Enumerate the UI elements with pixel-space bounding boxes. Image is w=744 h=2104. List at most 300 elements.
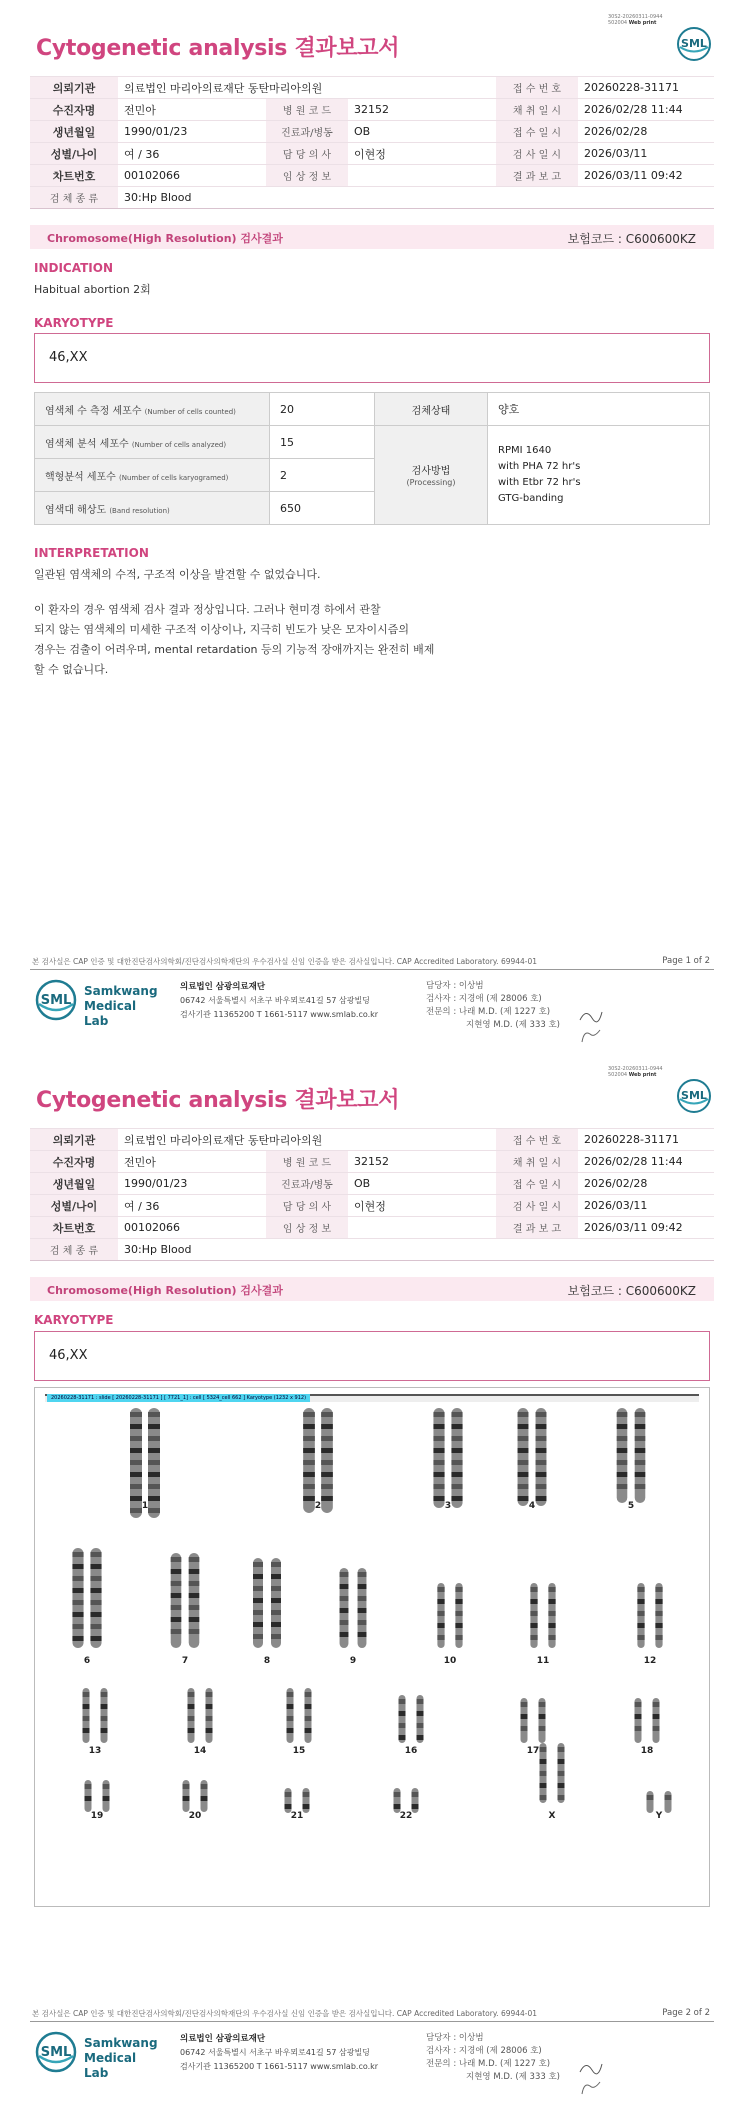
staff-list [426,980,560,1032]
chromosome [451,1408,462,1508]
chromosome-band [303,1424,315,1429]
chromosome-band [558,1795,565,1800]
chromosome-band [103,1796,110,1801]
chromosome-band [130,1484,142,1489]
chromosome-band [635,1448,646,1453]
chromosome-band [130,1472,142,1477]
chromosome-band [637,1623,644,1628]
chromosome-band [536,1424,547,1429]
chromosome-band [148,1448,160,1453]
chromosome-band [540,1771,547,1776]
label-requester: 의뢰기관 [30,1129,118,1151]
chromosome-band [148,1424,160,1429]
chromosome-band [540,1783,547,1788]
staff-name: 지경애 (제 28006 호) [458,2046,542,2056]
accreditation-note: 본 검사실은 CAP 인증 및 대한진단검사의학회/진단검사의학재단의 우수검사실 신임 인증을 받은 검사실입니다. CAP Accredited Laboratory. 69944-01 [32,957,538,966]
chromosome-band [90,1624,101,1629]
interpretation-summary: 일관된 염색체의 수적, 구조적 이상을 발견할 수 없었습니다. [34,568,321,581]
value-requester: 의료법인 마리아의료재단 동탄마리아의원 [118,77,496,99]
chromosome-band [72,1600,83,1605]
chromosome-band [171,1629,182,1634]
chromosome-band [183,1796,190,1801]
chromosome-band [433,1436,444,1441]
chromosome-band [417,1711,424,1716]
label-hospital-code: 병 원 코 드 [266,1151,348,1173]
band-resolution-label [35,492,270,525]
footer-divider [30,2021,714,2022]
logo-text: SML [40,2045,72,2060]
chromosome-number-3: 3 [444,1501,452,1511]
chromosome-band [358,1596,367,1601]
chromosome-band [655,1587,662,1592]
chromosome-band [536,1460,547,1465]
karyotype-heading: KARYOTYPE [34,316,114,330]
sml-logo [676,1078,712,1114]
label-patient-name: 수진자명 [30,99,118,121]
chromosome-pair-4 [518,1408,547,1506]
webprint-code: 30S2-20260311-0944 [608,1066,663,1072]
chromosome-band [635,1412,646,1417]
chromosome-number-17: 17 [526,1746,540,1756]
chromosome-number-15: 15 [292,1746,306,1756]
chromosome-band [433,1448,444,1453]
chromosome-band [85,1784,92,1789]
chromosome-band [101,1692,108,1697]
cells-analyzed-label [35,426,270,459]
chromosome-band [518,1472,529,1477]
chromosome-band [148,1412,160,1417]
chromosome-band [635,1472,646,1477]
signature-mark [578,1024,604,1046]
value-test-date: 2026/03/11 [578,1195,714,1217]
chromosome-number-20: 20 [188,1811,202,1821]
footer-divider [30,969,714,970]
chromosome-band [536,1448,547,1453]
chromosome-band [103,1784,110,1789]
webprint-stamp [608,1066,663,1078]
chromosome-band [540,1759,547,1764]
chromosome-band [399,1699,406,1704]
chromosome-band [271,1598,281,1603]
chromosome-band [433,1472,444,1477]
cells-counted-value: 20 [270,393,375,426]
logo-text: SML [681,37,707,50]
method-line: GTG-banding [498,493,564,504]
chromosome-band [617,1412,628,1417]
chromosome-pair-5 [617,1408,646,1503]
webprint-sub: 502004 [608,1072,628,1078]
karyogram-image [34,1387,710,1907]
chromosome-band [130,1496,142,1501]
chromosome-band [271,1562,281,1567]
test-name-bar [30,1277,714,1301]
chromosome-band [558,1783,565,1788]
chromosome-band [437,1635,444,1640]
cells-analyzed-label-text: 염색체 분석 세포수 [45,438,129,450]
chromosome-band [148,1508,160,1513]
chromosome-band [635,1436,646,1441]
chromosome-band [253,1586,263,1591]
chromosome-band [206,1728,213,1733]
chromosome-band [340,1620,349,1625]
chromosome-band [85,1796,92,1801]
chromosome-band [130,1448,142,1453]
chromosome-band [321,1424,333,1429]
chromosome [394,1788,401,1813]
label-department: 진료과/병동 [266,121,348,143]
chromosome-band [183,1784,190,1789]
chromosome [285,1788,292,1813]
chromosome-pair-7 [171,1553,200,1648]
value-patient-name: 전민아 [118,1151,266,1173]
label-specimen-type: 검 체 종 류 [30,1239,118,1261]
chromosome-band [530,1623,537,1628]
insurance-code: 보험코드 : C600600KZ [567,1284,696,1298]
chromosome-band [455,1611,462,1616]
chromosome-band [433,1496,444,1501]
chromosome-number-4: 4 [528,1501,536,1511]
chromosome-band [437,1623,444,1628]
chromosome-band [101,1716,108,1721]
chromosome-band [451,1412,462,1417]
chromosome-pair-21 [285,1788,310,1813]
chromosome-band [521,1702,528,1707]
chromosome-number-7: 7 [181,1656,189,1666]
chromosome-band [548,1635,555,1640]
chromosome [303,1788,310,1813]
cell-count-table [34,392,710,525]
chromosome-band [321,1412,333,1417]
specimen-status-label: 검체상태 [375,393,488,426]
chromosome-band [451,1484,462,1489]
chromosome-band [635,1726,642,1731]
chromosome-band [287,1692,294,1697]
chromosome-band [437,1587,444,1592]
cells-karyogramed-label-text: 핵형분석 세포수 [45,471,116,483]
chromosome-band [305,1728,312,1733]
karyotype-value: 46,XX [49,1348,88,1363]
lab-address-block [180,980,378,1022]
value-specimen-type: 30:Hp Blood [118,187,714,209]
chromosome-pair-2 [303,1408,333,1513]
test-name-bar [30,225,714,249]
staff-name: 나래 M.D. (제 1227 호) [458,1007,551,1017]
chromosome [536,1408,547,1506]
chromosome-band [635,1460,646,1465]
chromosome-band [83,1704,90,1709]
label-receipt-date: 접 수 일 시 [496,1173,578,1195]
karyogram-drawing [35,1388,711,1908]
lab-name-1: Samkwang [84,984,158,998]
chromosome-band [171,1569,182,1574]
chromosome-number-16: 16 [404,1746,418,1756]
chromosome-band [253,1622,263,1627]
label-clinical-info: 임 상 정 보 [266,165,348,187]
chromosome [90,1548,101,1648]
chromosome-band [653,1702,660,1707]
chromosome-band [206,1692,213,1697]
chromosome-band [548,1611,555,1616]
chromosome-band [518,1448,529,1453]
chromosome-band [635,1424,646,1429]
signature-mark [578,2076,604,2098]
chromosome-band [90,1552,101,1557]
chromosome-number-5: 5 [627,1501,635,1511]
value-report-time: 2026/03/11 09:42 [578,1217,714,1239]
label-accession: 접 수 번 호 [496,77,578,99]
chromosome-band [437,1611,444,1616]
chromosome-band [130,1424,142,1429]
chromosome-pair-Y [647,1791,672,1813]
label-physician: 담 당 의 사 [266,1195,348,1217]
samkwang-logo [34,978,164,1026]
chromosome-band [171,1593,182,1598]
chromosome-band [305,1692,312,1697]
chromosome-band [518,1496,529,1501]
chromosome-band [253,1634,263,1639]
chromosome-band [530,1611,537,1616]
value-physician: 이현정 [348,1195,496,1217]
chromosome-band [340,1572,349,1577]
webprint-stamp [608,14,663,26]
lab-foundation: 의료법인 삼광의료재단 [180,2034,266,2044]
chromosome-band [90,1636,101,1641]
chromosome-band [171,1557,182,1562]
chromosome-band [83,1716,90,1721]
chromosome-band [451,1460,462,1465]
chromosome-band [451,1496,462,1501]
label-birthdate: 생년월일 [30,121,118,143]
label-chart-number: 차트번호 [30,1217,118,1239]
chromosome-band [303,1436,315,1441]
chromosome-band [417,1735,424,1740]
signature-mark [578,2056,604,2078]
chromosome-pair-14 [188,1688,213,1743]
chromosome-band [101,1728,108,1733]
value-accession: 20260228-31171 [578,1129,714,1151]
chromosome-band [321,1484,333,1489]
chromosome-band [90,1600,101,1605]
chromosome-band [617,1460,628,1465]
chromosome-band [433,1412,444,1417]
chromosome-pair-17 [521,1698,546,1743]
label-report-time: 결 과 보 고 [496,165,578,187]
webprint-sub: 502004 [608,20,628,26]
chromosome-band [417,1723,424,1728]
value-patient-name: 전민아 [118,99,266,121]
chromosome-band [303,1460,315,1465]
chromosome-pair-20 [183,1780,208,1812]
karyotype-value: 46,XX [49,350,88,365]
method-line: with PHA 72 hr's [498,461,581,472]
chromosome-band [358,1608,367,1613]
chromosome-band [653,1714,660,1719]
chromosome-band [558,1771,565,1776]
lab-name-2: Medical Lab [84,2051,137,2080]
chromosome-band [303,1412,315,1417]
value-receipt-date: 2026/02/28 [578,1173,714,1195]
chromosome-pair-19 [85,1780,110,1812]
staff-name: 나래 M.D. (제 1227 호) [458,2059,551,2069]
value-requester: 의료법인 마리아의료재단 동탄마리아의원 [118,1129,496,1151]
value-receipt-date: 2026/02/28 [578,121,714,143]
chromosome-number-14: 14 [193,1746,207,1756]
chromosome-band [437,1599,444,1604]
chromosome-band [321,1436,333,1441]
chromosome-pair-12 [637,1583,662,1648]
chromosome-band [83,1728,90,1733]
value-sex-age: 여 / 36 [118,1195,266,1217]
chromosome-band [271,1634,281,1639]
cells-counted-sub: (Number of cells counted) [144,407,236,416]
chromosome-band [521,1714,528,1719]
value-department: OB [348,1173,496,1195]
chromosome-band [548,1587,555,1592]
webprint-code: 30S2-20260311-0944 [608,14,663,20]
cells-analyzed-value: 15 [270,426,375,459]
label-collection-time: 채 취 일 시 [496,1151,578,1173]
webprint-label: Web print [628,20,657,26]
samkwang-logo [34,2030,164,2078]
chromosome-band [253,1598,263,1603]
chromosome-band [285,1804,292,1809]
chromosome-band [189,1569,200,1574]
chromosome-band [189,1629,200,1634]
accreditation-note: 본 검사실은 CAP 인증 및 대한진단검사의학회/진단검사의학재단의 우수검사실 신임 인증을 받은 검사실입니다. CAP Accredited Laboratory. 69944-01 [32,2009,538,2018]
chromosome-band [340,1632,349,1637]
chromosome-band [271,1574,281,1579]
method-label-sub: (Processing) [406,478,456,487]
chromosome-number-13: 13 [88,1746,102,1756]
chromosome-pair-3 [433,1408,462,1508]
chromosome-band [271,1610,281,1615]
signature-mark [578,1004,604,1026]
chromosome-number-18: 18 [640,1746,654,1756]
chromosome-band [303,1804,310,1809]
chromosome-number-X: X [548,1811,556,1821]
chromosome-band [148,1460,160,1465]
interpretation-line: 할 수 없습니다. [34,663,109,676]
staff-name: 지현영 M.D. (제 333 호) [466,2072,561,2082]
chromosome-band [635,1714,642,1719]
value-physician: 이현정 [348,143,496,165]
chromosome-band [518,1484,529,1489]
interpretation-line: 이 환자의 경우 염색체 검사 결과 정상입니다. 그러나 현미경 하에서 관찰 [34,603,381,616]
chromosome-band [148,1496,160,1501]
label-chart-number: 차트번호 [30,165,118,187]
chromosome-band [518,1436,529,1441]
value-clinical-info [348,165,496,187]
staff-list [426,2032,560,2084]
chromosome-band [303,1472,315,1477]
test-name: Chromosome(High Resolution) 검사결과 [47,1284,283,1297]
karyotype-box [34,333,710,383]
interpretation-line: 되지 않는 염색체의 미세한 구조적 이상이나, 지극히 빈도가 낮은 모자이시즘의 [34,623,409,636]
chromosome-band [171,1617,182,1622]
chromosome-pair-8 [253,1558,281,1648]
lab-contact: 검사기관 11365200 T 1661-5117 www.smlab.co.kr [180,2062,379,2071]
chromosome-band [130,1412,142,1417]
label-specimen-type: 검 체 종 류 [30,187,118,209]
band-resolution-label-text: 염색대 해상도 [45,504,107,516]
chromosome-band [340,1584,349,1589]
cells-karyogramed-label [35,459,270,492]
report-title: Cytogenetic analysis 결과보고서 [36,36,400,61]
label-sex-age: 성별/나이 [30,1195,118,1217]
chromosome-band [637,1587,644,1592]
karyogram-label: 20260228-31171 : slide [ 20260228-31171 ] [ 7721_1] : cell [ 5324_cell 662 ] Karyotype (1232 x 912) [47,1394,310,1402]
label-report-time: 결 과 보 고 [496,1217,578,1239]
chromosome-band [433,1424,444,1429]
chromosome-band [90,1612,101,1617]
chromosome-band [72,1576,83,1581]
chromosome-band [536,1412,547,1417]
value-clinical-info [348,1217,496,1239]
method-line: RPMI 1640 [498,445,552,456]
chromosome-band [455,1635,462,1640]
chromosome-band [530,1635,537,1640]
value-specimen-type: 30:Hp Blood [118,1239,714,1261]
chromosome-band [201,1796,208,1801]
chromosome-band [72,1612,83,1617]
chromosome-band [285,1792,292,1797]
chromosome-band [655,1623,662,1628]
chromosome-pair-6 [72,1548,101,1648]
chromosome-band [536,1472,547,1477]
value-department: OB [348,121,496,143]
chromosome-pair-13 [83,1688,108,1743]
chromosome-band [455,1623,462,1628]
label-birthdate: 생년월일 [30,1173,118,1195]
chromosome-band [321,1472,333,1477]
chromosome [518,1408,529,1506]
lab-address: 06742 서울특별시 서초구 바우뫼로41길 57 삼광빌딩 [180,2048,370,2057]
chromosome-band [530,1599,537,1604]
chromosome-band [253,1610,263,1615]
chromosome-number-2: 2 [314,1501,322,1511]
chromosome [72,1548,83,1648]
chromosome-band [188,1704,195,1709]
logo-text: SML [681,1089,707,1102]
chromosome-number-12: 12 [643,1656,657,1666]
indication-text: Habitual abortion 2회 [34,283,151,296]
chromosome-number-6: 6 [83,1656,91,1666]
staff-role: 전문의 : [426,1007,457,1017]
chromosome-band [558,1747,565,1752]
method-value [488,426,710,525]
chromosome-band [130,1508,142,1513]
value-birthdate: 1990/01/23 [118,121,266,143]
chromosome [647,1791,654,1813]
label-clinical-info: 임 상 정 보 [266,1217,348,1239]
chromosome-band [130,1460,142,1465]
staff-name: 지현영 M.D. (제 333 호) [466,1020,561,1030]
chromosome-band [72,1564,83,1569]
chromosome-band [90,1564,101,1569]
band-resolution-sub: (Band resolution) [109,506,170,515]
staff-name: 이상범 [458,981,484,991]
interpretation-line: 경우는 검출이 어려우며, mental retardation 등의 기능적 장애까지는 완전히 배제 [34,643,435,656]
patient-info-table [30,76,714,209]
value-collection-time: 2026/02/28 11:44 [578,1151,714,1173]
value-report-time: 2026/03/11 09:42 [578,165,714,187]
chromosome-band [189,1557,200,1562]
chromosome-band [665,1795,672,1800]
chromosome-band [536,1496,547,1501]
chromosome-pair-X [540,1743,565,1803]
report-title: Cytogenetic analysis 결과보고서 [36,1088,400,1113]
chromosome-band [455,1599,462,1604]
